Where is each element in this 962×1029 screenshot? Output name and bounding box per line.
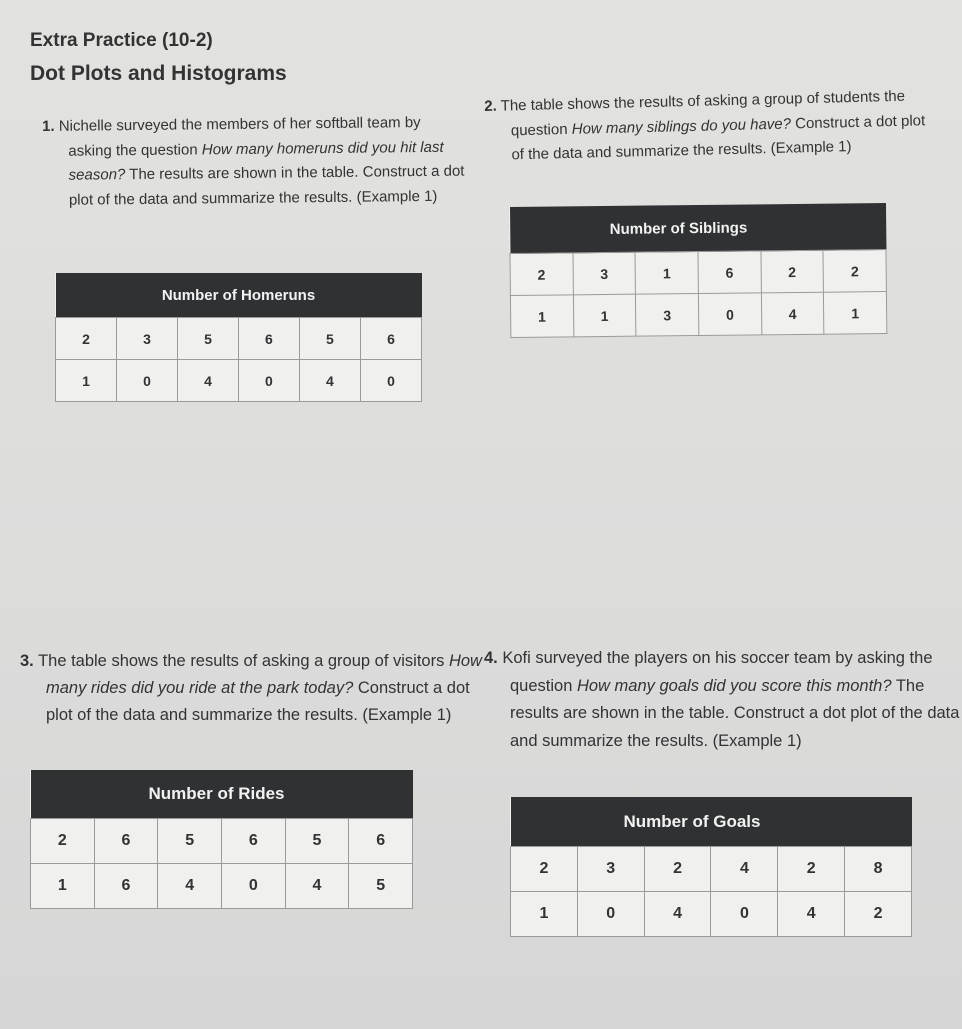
problem-text: Construct a dot plot of the data and summarize the results. (Example 1) [46, 679, 470, 724]
table-cell: 2 [644, 847, 711, 892]
table-cell: 3 [573, 252, 636, 295]
table-row [31, 819, 413, 864]
table-cell: 0 [360, 360, 421, 402]
table-cell: 2 [31, 819, 95, 864]
table-cell: 6 [349, 819, 413, 864]
table-cell: 4 [778, 892, 845, 937]
table-cell: 2 [510, 253, 573, 296]
table-cell: 1 [31, 864, 95, 909]
table-cell: 8 [845, 847, 912, 892]
problem-2 [484, 84, 942, 169]
table-title: Number of Rides [31, 770, 413, 819]
table-cell: 6 [94, 864, 158, 909]
table-cell: 6 [698, 251, 761, 294]
problem-4 [484, 645, 960, 755]
table-cell: 5 [299, 318, 360, 360]
table-row [511, 892, 912, 937]
table-row [56, 318, 422, 360]
table-cell: 1 [56, 360, 117, 402]
table-cell: 4 [761, 292, 824, 335]
table-cell: 5 [177, 318, 238, 360]
table-row [56, 360, 422, 402]
problem-number: 4. [484, 649, 498, 667]
problem-number: 1. [42, 117, 55, 135]
table-cell: 6 [360, 318, 421, 360]
table-title: Number of Homeruns [56, 273, 422, 318]
problem-1 [42, 111, 469, 213]
table-cell: 5 [349, 864, 413, 909]
table-cell: 2 [823, 250, 886, 293]
problem-question: How many homeruns did you hit last season? [68, 138, 444, 184]
table-cell: 0 [698, 293, 761, 336]
problem-question: How many rides did you ride at the park today? [46, 652, 482, 697]
table-cell: 2 [511, 847, 578, 892]
problem-text: The results are shown in the table. Construct a dot plot of the data and summarize the results. (Example 1) [68, 162, 465, 209]
table-cell: 3 [116, 318, 177, 360]
table-title: Number of Siblings [509, 203, 885, 253]
table-row [510, 250, 886, 296]
problem-text: Construct a dot plot of the data and summarize the results. (Example 1) [511, 111, 926, 164]
problem-text: Kofi surveyed the players on his soccer team by asking the question [502, 649, 933, 695]
problem-text: Nichelle surveyed the members of her softball team by asking the question [58, 114, 421, 160]
table-title: Number of Goals [511, 797, 912, 847]
problem-text: The results are shown in the table. Construct a dot plot of the data and summarize the results. (Example 1) [510, 676, 960, 750]
table-cell: 6 [94, 819, 158, 864]
table-cell: 5 [285, 819, 349, 864]
table-cell: 1 [511, 892, 578, 937]
table-cell: 5 [158, 819, 222, 864]
table-cell: 4 [158, 864, 222, 909]
homeruns-table [55, 273, 422, 402]
table-row [510, 292, 886, 338]
problem-number: 3. [20, 652, 34, 670]
worksheet-title: Extra Practice (10-2) [30, 30, 213, 51]
table-row [31, 864, 413, 909]
problem-text: The table shows the results of asking a group of visitors [38, 652, 449, 670]
table-cell: 6 [221, 819, 285, 864]
table-cell: 6 [238, 318, 299, 360]
table-cell: 2 [845, 892, 912, 937]
table-cell: 1 [573, 294, 636, 337]
table-cell: 1 [510, 295, 573, 338]
table-cell: 1 [635, 252, 698, 295]
table-cell: 4 [285, 864, 349, 909]
table-row [511, 847, 912, 892]
table-cell: 2 [778, 847, 845, 892]
table-cell: 4 [644, 892, 711, 937]
problem-question: How many siblings do you have? [571, 115, 792, 138]
table-cell: 4 [711, 847, 778, 892]
problem-text: The table shows the results of asking a group of students the question [500, 87, 906, 139]
rides-table [30, 770, 413, 909]
siblings-table [509, 203, 887, 338]
table-cell: 2 [56, 318, 117, 360]
table-cell: 3 [577, 847, 644, 892]
table-cell: 0 [238, 360, 299, 402]
problem-3 [20, 648, 486, 729]
table-cell: 4 [177, 360, 238, 402]
table-cell: 2 [761, 250, 824, 293]
table-cell: 0 [711, 892, 778, 937]
table-cell: 0 [116, 360, 177, 402]
table-cell: 3 [636, 294, 699, 337]
worksheet-subtitle: Dot Plots and Histograms [30, 62, 287, 85]
problem-question: How many goals did you score this month? [576, 676, 892, 695]
problem-number: 2. [484, 97, 498, 115]
table-cell: 0 [577, 892, 644, 937]
goals-table [510, 797, 912, 937]
table-cell: 0 [221, 864, 285, 909]
table-cell: 4 [299, 360, 360, 402]
table-cell: 1 [824, 292, 887, 335]
